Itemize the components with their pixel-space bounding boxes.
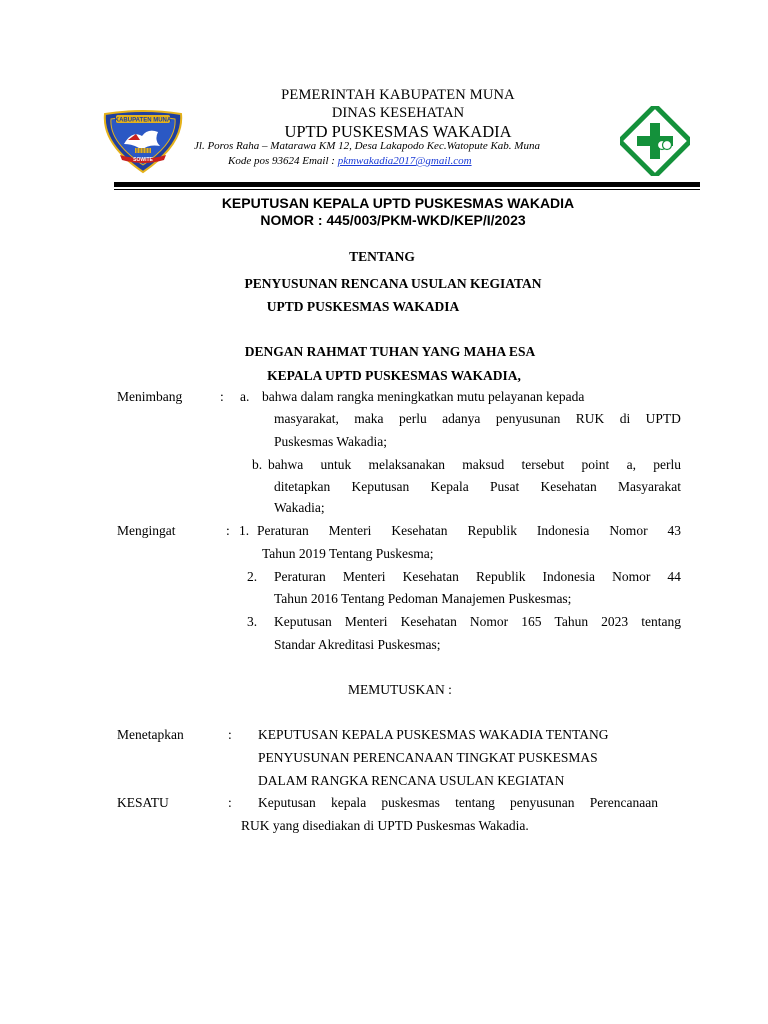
- mengingat-1-marker: 1.: [239, 523, 250, 538]
- kesatu-line-2: RUK yang disediakan di UPTD Puskesmas Wakadia.: [241, 818, 529, 833]
- menimbang-b-marker: b.: [252, 457, 263, 472]
- mengingat-1-line-1: Peraturan Menteri Kesehatan Republik Indonesia Nomor 43: [257, 523, 681, 538]
- tentang-label: TENTANG: [349, 249, 415, 264]
- logo-left-motto: SOWITE: [133, 157, 153, 163]
- kesatu-line-1: Keputusan kepala puskesmas tentang penyusunan Perencanaan: [258, 795, 658, 810]
- menetapkan-label: Menetapkan: [117, 727, 184, 742]
- logo-left-caption: KABUPATEN MUNA: [114, 117, 172, 124]
- menimbang-a-marker: a.: [240, 389, 250, 404]
- preamble-line-1: DENGAN RAHMAT TUHAN YANG MAHA ESA: [244, 344, 536, 359]
- kesatu-colon: :: [228, 795, 232, 810]
- menetapkan-line-3: DALAM RANGKA RENCANA USULAN KEGIATAN: [258, 773, 565, 788]
- mengingat-2-line-2: Tahun 2016 Tentang Pedoman Manajemen Puskesmas;: [274, 591, 572, 606]
- letterhead-institution: UPTD PUSKESMAS WAKADIA: [284, 122, 512, 141]
- letterhead-rule-thick: [114, 182, 700, 187]
- mengingat-2-line-1: Peraturan Menteri Kesehatan Republik Indonesia Nomor 44: [274, 569, 681, 584]
- kesatu-label: KESATU: [117, 795, 169, 810]
- mengingat-2-marker: 2.: [247, 569, 258, 584]
- menetapkan-colon: :: [228, 727, 232, 742]
- menimbang-a-line-1: bahwa dalam rangka meningkatkan mutu pelayanan kepada: [262, 389, 585, 404]
- menimbang-a-line-3: Puskesmas Wakadia;: [274, 434, 388, 449]
- menimbang-b-line-3: Wakadia;: [274, 500, 325, 515]
- mengingat-label: Mengingat: [117, 523, 176, 538]
- mengingat-3-line-2: Standar Akreditasi Puskesmas;: [274, 637, 441, 652]
- decree-number: NOMOR : 445/003/PKM-WKD/KEP/I/2023: [260, 212, 526, 228]
- menimbang-label: Menimbang: [117, 389, 183, 404]
- mengingat-3-line-1: Keputusan Menteri Kesehatan Nomor 165 Tahun 2023 tentang: [274, 614, 681, 629]
- menimbang-colon: :: [220, 389, 224, 404]
- menimbang-a-line-2: masyarakat, maka perlu adanya penyusunan RUK di UPTD: [274, 411, 681, 426]
- preamble-line-2: KEPALA UPTD PUSKESMAS WAKADIA,: [267, 368, 521, 383]
- letterhead-rule-thin: [114, 189, 700, 190]
- letterhead-address: Jl. Poros Raha – Matarawa KM 12, Desa Lakapodo Kec.Watopute Kab. Muna: [194, 140, 540, 152]
- mengingat-1-line-2: Tahun 2019 Tentang Puskesma;: [262, 546, 434, 561]
- menetapkan-line-1: KEPUTUSAN KEPALA PUSKESMAS WAKADIA TENTANG: [258, 727, 609, 742]
- mengingat-colon: :: [226, 523, 230, 538]
- letterhead-government: PEMERINTAH KABUPATEN MUNA: [281, 87, 515, 103]
- postal-code-text: Kode pos 93624 Email :: [228, 155, 338, 167]
- memutuskan-heading: MEMUTUSKAN :: [348, 682, 452, 697]
- email-link[interactable]: pkmwakadia2017@gmail.com: [337, 155, 472, 167]
- mengingat-3-marker: 3.: [247, 614, 258, 629]
- letterhead-department: DINAS KESEHATAN: [331, 105, 465, 121]
- letterhead-contact: [228, 155, 472, 167]
- menimbang-b-line-1: bahwa untuk melaksanakan maksud tersebut point a, perlu: [268, 457, 681, 472]
- tentang-subject-1: PENYUSUNAN RENCANA USULAN KEGIATAN: [244, 276, 542, 291]
- decree-title: KEPUTUSAN KEPALA UPTD PUSKESMAS WAKADIA: [221, 195, 575, 211]
- menimbang-b-line-2: ditetapkan Keputusan Kepala Pusat Kesehatan Masyarakat: [274, 479, 681, 494]
- tentang-subject-2: UPTD PUSKESMAS WAKADIA: [266, 299, 460, 314]
- menetapkan-line-2: PENYUSUNAN PERENCANAAN TINGKAT PUSKESMAS: [258, 750, 598, 765]
